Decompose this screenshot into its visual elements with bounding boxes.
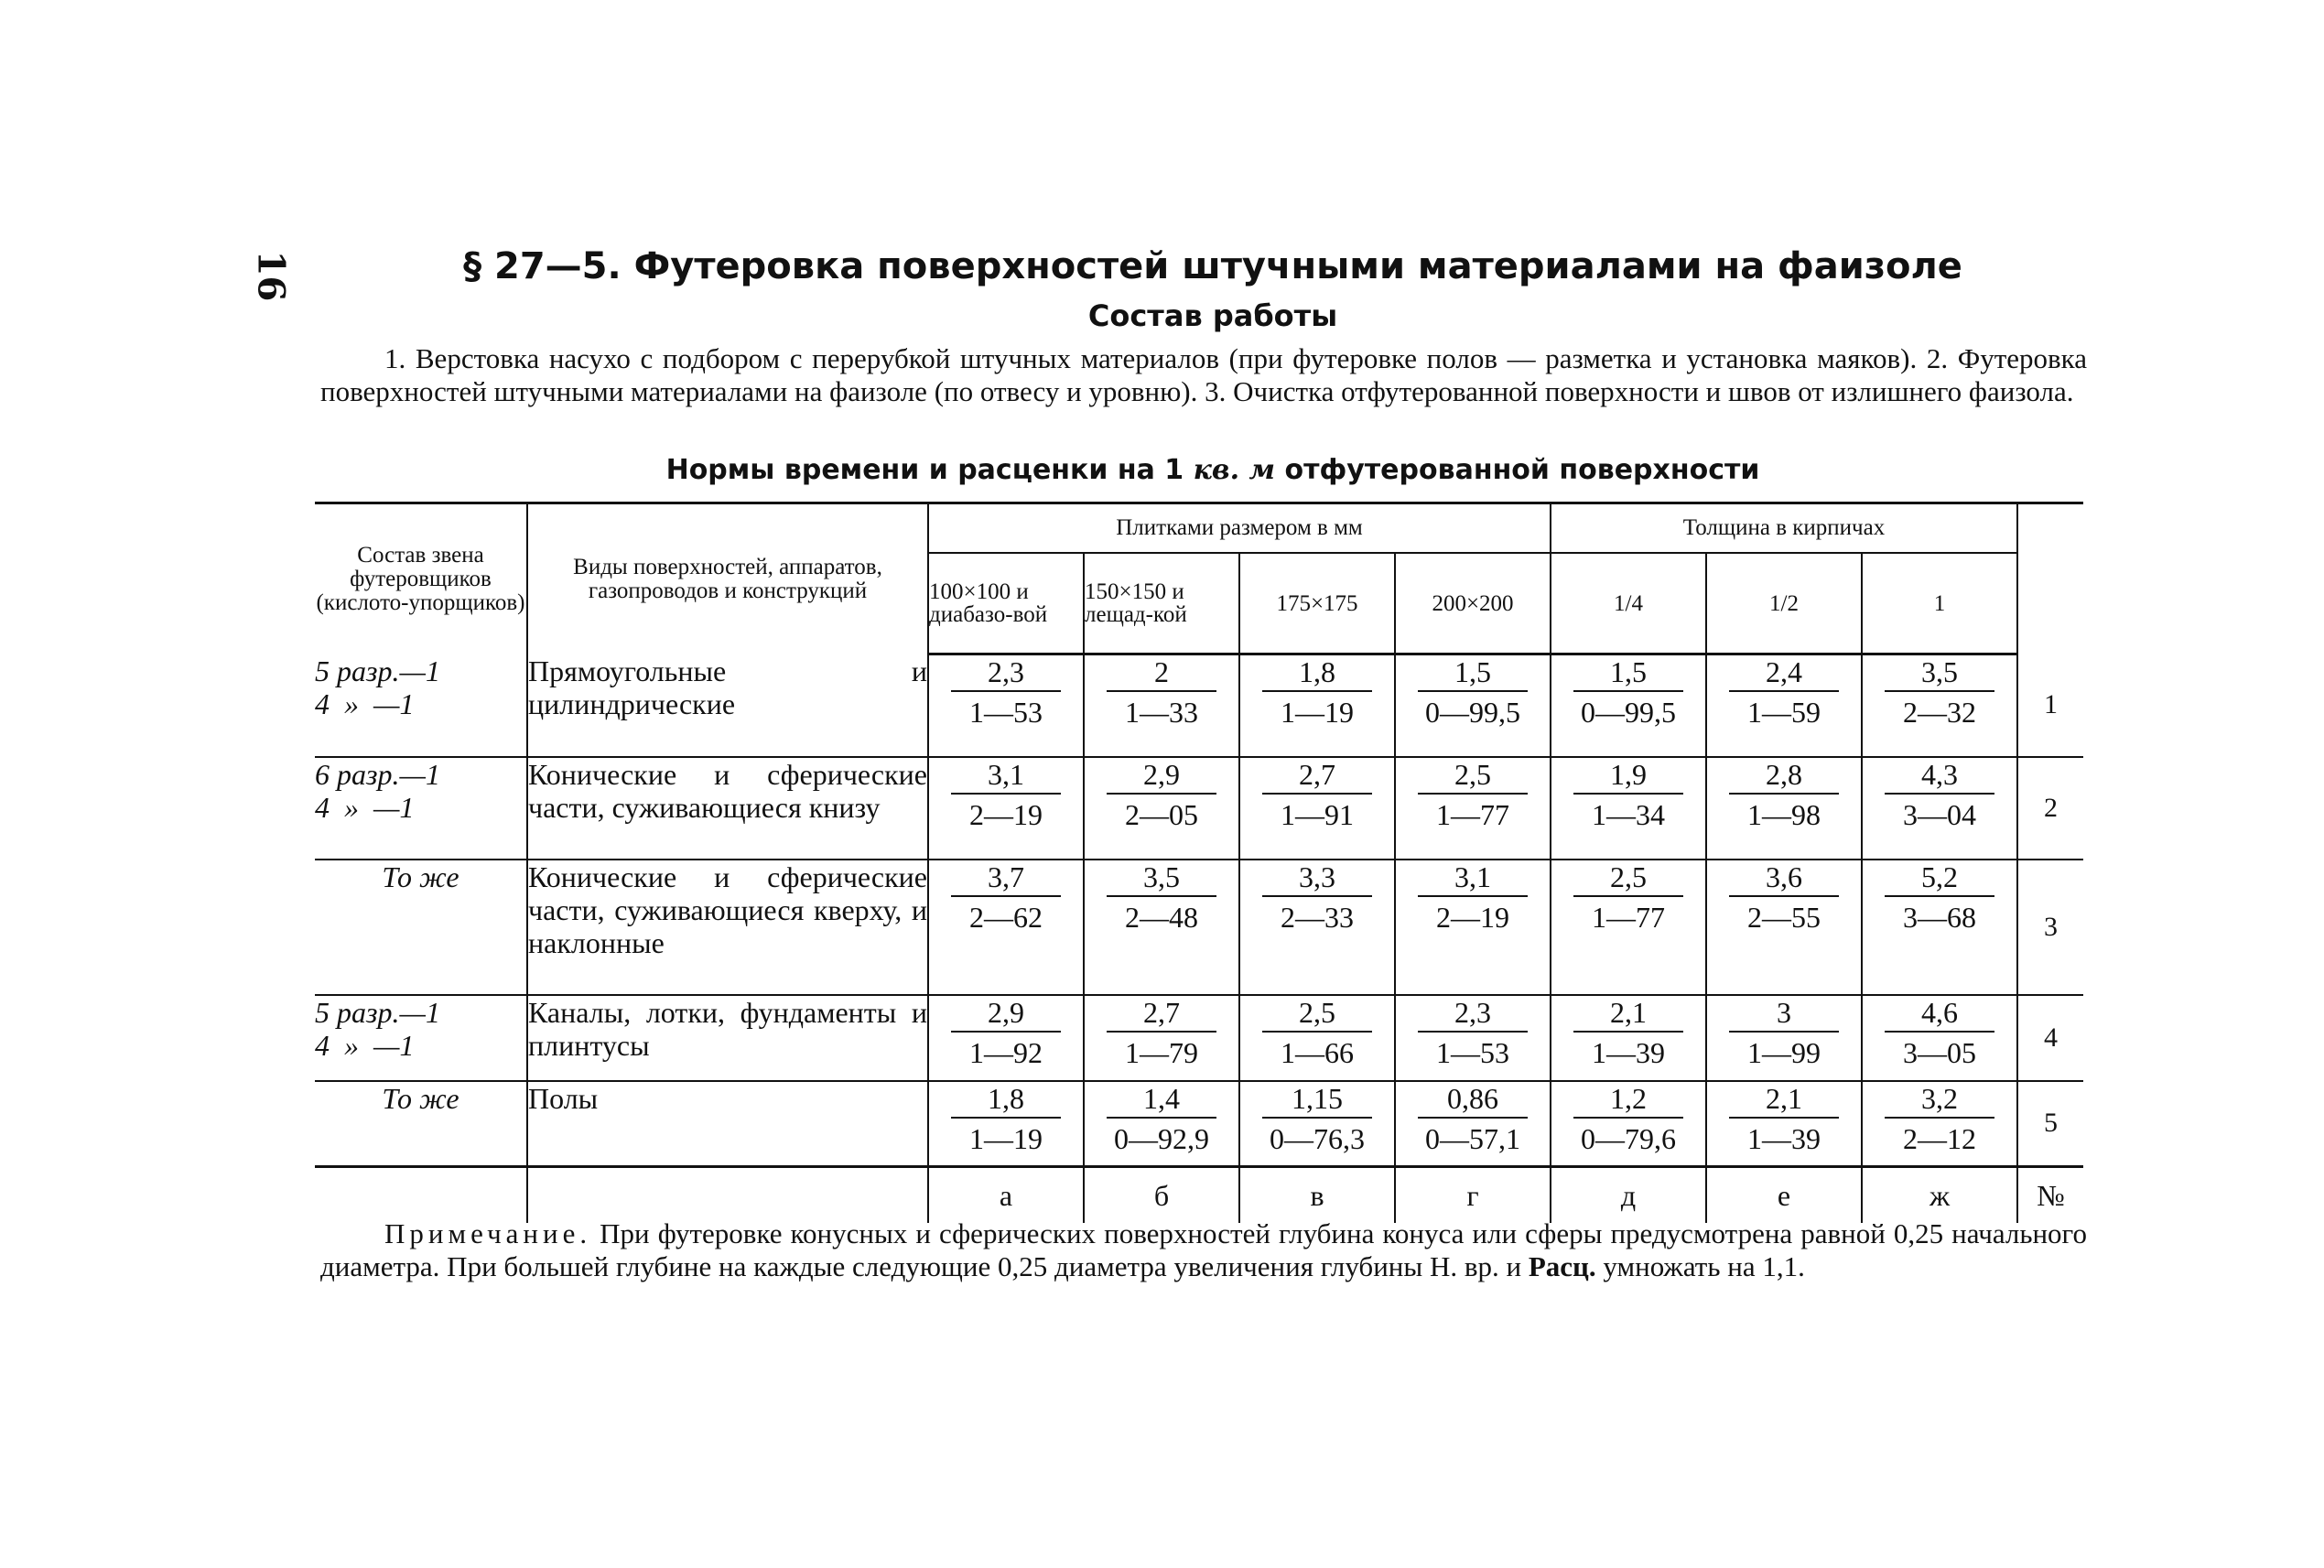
surface-cell: Конические и сферические части, суживающиеся кверху, и наклонные <box>527 860 928 995</box>
value-cell <box>1862 654 2017 757</box>
norm-fraction <box>1418 758 1528 831</box>
norm-fraction <box>1885 655 1994 729</box>
price-rate: 1—39 <box>1747 1121 1821 1155</box>
table-row <box>315 860 2083 995</box>
time-norm: 3,5 <box>1107 860 1216 897</box>
price-rate: 2—33 <box>1281 900 1354 934</box>
norm-fraction <box>1729 1082 1839 1155</box>
price-rate: 1—91 <box>1281 797 1354 831</box>
letters-blank <box>527 1167 928 1224</box>
crew-line: 4 » —1 <box>315 790 415 824</box>
norm-fraction <box>1418 1082 1528 1155</box>
column-letter: а <box>928 1167 1084 1224</box>
table-note <box>320 1217 2087 1283</box>
price-rate: 1—53 <box>969 696 1043 729</box>
time-norm: 2,5 <box>1573 860 1683 897</box>
note-bold: Расц. <box>1528 1250 1596 1282</box>
norm-fraction <box>1729 996 1839 1069</box>
time-norm: 3,7 <box>951 860 1061 897</box>
note-text-2: умножать на 1,1. <box>1603 1250 1805 1282</box>
norm-fraction <box>951 860 1061 934</box>
norm-fraction <box>1107 655 1216 729</box>
value-cell <box>928 757 1084 860</box>
norm-fraction <box>1573 758 1683 831</box>
header-col-f: 1/2 <box>1706 553 1862 654</box>
value-cell <box>1084 757 1239 860</box>
time-norm: 1,4 <box>1107 1082 1216 1119</box>
time-norm: 2,7 <box>1107 996 1216 1033</box>
value-cell <box>1551 860 1706 995</box>
note-text-1: При футеровке конусных и сферических поверхностей глубина конуса или сферы предусмотрена равной 0,25 начального диаметра. При большей глубине на каждые следующие 0,25 диаметра увеличения глубины Н. вр. и <box>320 1217 2087 1282</box>
value-cell <box>1395 860 1551 995</box>
column-letter: г <box>1395 1167 1551 1224</box>
time-norm: 4,3 <box>1885 758 1994 795</box>
norm-fraction <box>1262 996 1372 1069</box>
price-rate: 0—79,6 <box>1581 1121 1676 1155</box>
time-norm: 3,1 <box>951 758 1061 795</box>
price-rate: 0—99,5 <box>1425 696 1520 729</box>
price-rate: 1—77 <box>1592 900 1665 934</box>
price-rate: 0—92,9 <box>1114 1121 1209 1155</box>
page-number: 16 <box>249 250 293 302</box>
header-number-blank <box>2017 503 2083 654</box>
time-norm: 3,3 <box>1262 860 1372 897</box>
norm-fraction <box>1573 860 1683 934</box>
crew-cell <box>315 1081 527 1167</box>
time-norm: 4,6 <box>1885 996 1994 1033</box>
value-cell <box>1239 1081 1395 1167</box>
price-rate: 1—19 <box>969 1121 1043 1155</box>
value-cell <box>1395 995 1551 1081</box>
table-row <box>315 1081 2083 1167</box>
price-rate: 0—76,3 <box>1270 1121 1365 1155</box>
value-cell <box>928 995 1084 1081</box>
value-cell <box>928 654 1084 757</box>
value-cell <box>1239 860 1395 995</box>
letters-blank <box>315 1167 527 1224</box>
time-norm: 3,2 <box>1885 1082 1994 1119</box>
crew-line: 5 разр.—1 <box>315 654 440 687</box>
table-caption <box>320 454 2105 486</box>
norm-fraction <box>1262 655 1372 729</box>
header-col-e: 1/4 <box>1551 553 1706 654</box>
time-norm: 1,8 <box>951 1082 1061 1119</box>
price-rate: 1—92 <box>969 1035 1043 1069</box>
price-rate: 1—34 <box>1592 797 1665 831</box>
header-bricks-group: Толщина в кирпичах <box>1551 503 2017 554</box>
value-cell <box>1084 1081 1239 1167</box>
value-cell <box>1239 654 1395 757</box>
norm-fraction <box>1418 996 1528 1069</box>
value-cell <box>1395 757 1551 860</box>
table-body <box>315 654 2083 1224</box>
time-norm: 3 <box>1729 996 1839 1033</box>
row-number: 1 <box>2017 654 2083 757</box>
crew-cell <box>315 757 527 860</box>
price-rate: 2—19 <box>969 797 1043 831</box>
crew-cell <box>315 860 527 995</box>
value-cell <box>1551 654 1706 757</box>
norm-fraction <box>1418 860 1528 934</box>
price-rate: 1—66 <box>1281 1035 1354 1069</box>
value-cell <box>1551 995 1706 1081</box>
price-rate: 1—79 <box>1125 1035 1198 1069</box>
price-rate: 2—62 <box>969 900 1043 934</box>
time-norm: 2,3 <box>1418 996 1528 1033</box>
norm-fraction <box>1729 860 1839 934</box>
column-letter: ж <box>1862 1167 2017 1224</box>
surface-cell: Прямоугольные и цилиндрические <box>527 654 928 757</box>
time-norm: 3,1 <box>1418 860 1528 897</box>
price-rate: 2—05 <box>1125 797 1198 831</box>
header-crew: Состав звена футеровщиков (кислото-упорщиков) <box>316 542 525 615</box>
crew-line: 4 » —1 <box>315 1028 415 1062</box>
value-cell <box>1706 995 1862 1081</box>
norm-fraction <box>1885 1082 1994 1155</box>
time-norm: 0,86 <box>1418 1082 1528 1119</box>
price-rate: 3—68 <box>1903 900 1976 934</box>
time-norm: 1,8 <box>1262 655 1372 692</box>
time-norm: 1,5 <box>1573 655 1683 692</box>
header-col-a: 100×100 и диабазо-вой <box>928 553 1084 654</box>
time-norm: 1,5 <box>1418 655 1528 692</box>
surface-cell: Каналы, лотки, фундаменты и плинтусы <box>527 995 928 1081</box>
norms-table <box>315 502 2083 1223</box>
row-number: 2 <box>2017 757 2083 860</box>
norm-fraction <box>1262 860 1372 934</box>
table-caption-after: отфутерованной поверхности <box>1284 454 1760 486</box>
norm-fraction <box>1262 1082 1372 1155</box>
header-col-b: 150×150 и лещад-кой <box>1084 553 1239 654</box>
value-cell <box>1239 757 1395 860</box>
number-label: № <box>2017 1167 2083 1224</box>
price-rate: 1—33 <box>1125 696 1198 729</box>
price-rate: 1—59 <box>1747 696 1821 729</box>
norm-fraction <box>1729 758 1839 831</box>
header-tiles-group: Плитками размером в мм <box>928 503 1551 554</box>
value-cell <box>1862 995 2017 1081</box>
row-number: 5 <box>2017 1081 2083 1167</box>
header-col-c: 175×175 <box>1239 553 1395 654</box>
price-rate: 1—77 <box>1436 797 1509 831</box>
time-norm: 2,4 <box>1729 655 1839 692</box>
crew-cell <box>315 654 527 757</box>
time-norm: 1,9 <box>1573 758 1683 795</box>
norm-fraction <box>1573 1082 1683 1155</box>
norm-fraction <box>951 655 1061 729</box>
value-cell <box>1395 1081 1551 1167</box>
value-cell <box>1706 860 1862 995</box>
value-cell <box>1706 654 1862 757</box>
table-row <box>315 757 2083 860</box>
value-cell <box>1084 995 1239 1081</box>
value-cell <box>1706 757 1862 860</box>
surface-cell: Полы <box>527 1081 928 1167</box>
crew-line: 6 разр.—1 <box>315 757 440 791</box>
norm-fraction <box>1107 996 1216 1069</box>
price-rate: 2—19 <box>1436 900 1509 934</box>
value-cell <box>1862 1081 2017 1167</box>
note-label: Примечание. <box>384 1217 592 1249</box>
crew-line: 4 » —1 <box>315 687 415 720</box>
norm-fraction <box>951 1082 1061 1155</box>
table-row <box>315 654 2083 757</box>
value-cell <box>1706 1081 1862 1167</box>
row-number: 4 <box>2017 995 2083 1081</box>
price-rate: 1—53 <box>1436 1035 1509 1069</box>
table-row <box>315 995 2083 1081</box>
time-norm: 5,2 <box>1885 860 1994 897</box>
column-letter: б <box>1084 1167 1239 1224</box>
value-cell <box>928 860 1084 995</box>
time-norm: 2,5 <box>1418 758 1528 795</box>
row-number: 3 <box>2017 860 2083 995</box>
time-norm: 2,9 <box>951 996 1061 1033</box>
time-norm: 3,6 <box>1729 860 1839 897</box>
time-norm: 2,5 <box>1262 996 1372 1033</box>
norm-fraction <box>1107 860 1216 934</box>
value-cell <box>1395 654 1551 757</box>
price-rate: 2—48 <box>1125 900 1198 934</box>
crew-line: То же <box>382 1081 459 1115</box>
surface-cell: Конические и сферические части, суживающиеся книзу <box>527 757 928 860</box>
column-letter: в <box>1239 1167 1395 1224</box>
value-cell <box>1551 1081 1706 1167</box>
time-norm: 1,2 <box>1573 1082 1683 1119</box>
norm-fraction <box>1418 655 1528 729</box>
table-caption-unit: кв. м <box>1193 454 1276 486</box>
norm-fraction <box>1885 758 1994 831</box>
norm-fraction <box>1262 758 1372 831</box>
crew-line: То же <box>382 860 459 893</box>
header-col-g: 1 <box>1862 553 2017 654</box>
price-rate: 0—57,1 <box>1425 1121 1520 1155</box>
value-cell <box>1862 860 2017 995</box>
norm-fraction <box>1885 996 1994 1069</box>
time-norm: 2 <box>1107 655 1216 692</box>
column-letter: е <box>1706 1167 1862 1224</box>
time-norm: 3,5 <box>1885 655 1994 692</box>
price-rate: 1—39 <box>1592 1035 1665 1069</box>
price-rate: 1—98 <box>1747 797 1821 831</box>
value-cell <box>1551 757 1706 860</box>
price-rate: 0—99,5 <box>1581 696 1676 729</box>
crew-cell <box>315 995 527 1081</box>
value-cell <box>1084 654 1239 757</box>
price-rate: 2—12 <box>1903 1121 1976 1155</box>
time-norm: 2,7 <box>1262 758 1372 795</box>
time-norm: 2,1 <box>1729 1082 1839 1119</box>
section-title: § 27—5. Футеровка поверхностей штучными материалами на фаизоле <box>463 245 1962 287</box>
norm-fraction <box>1573 655 1683 729</box>
work-composition-text: 1. Верстовка насухо с подбором с перерубкой штучных материалов (при футеровке полов — разметка и установка маяков). 2. Футеровка поверхностей штучными материалами на фаизоле (по отвесу и уровню). 3. Очистка отфутерованной поверхности и швов от излишнего фаизола. <box>320 342 2087 407</box>
column-letters-row <box>315 1167 2083 1224</box>
column-letter: д <box>1551 1167 1706 1224</box>
norm-fraction <box>951 758 1061 831</box>
price-rate: 2—55 <box>1747 900 1821 934</box>
norm-fraction <box>1107 1082 1216 1155</box>
crew-line: 5 разр.—1 <box>315 995 440 1029</box>
time-norm: 1,15 <box>1262 1082 1372 1119</box>
price-rate: 1—99 <box>1747 1035 1821 1069</box>
time-norm: 2,9 <box>1107 758 1216 795</box>
value-cell <box>1239 995 1395 1081</box>
value-cell <box>1862 757 2017 860</box>
price-rate: 1—19 <box>1281 696 1354 729</box>
norm-fraction <box>1729 655 1839 729</box>
norm-fraction <box>1107 758 1216 831</box>
time-norm: 2,3 <box>951 655 1061 692</box>
price-rate: 2—32 <box>1903 696 1976 729</box>
norm-fraction <box>951 996 1061 1069</box>
value-cell <box>928 1081 1084 1167</box>
time-norm: 2,8 <box>1729 758 1839 795</box>
work-composition-heading: Состав работы <box>1087 298 1338 333</box>
norm-fraction <box>1573 996 1683 1069</box>
header-col-d: 200×200 <box>1395 553 1551 654</box>
value-cell <box>1084 860 1239 995</box>
price-rate: 3—04 <box>1903 797 1976 831</box>
price-rate: 3—05 <box>1903 1035 1976 1069</box>
time-norm: 2,1 <box>1573 996 1683 1033</box>
header-surface: Виды поверхностей, аппаратов, газопроводов и конструкций <box>527 503 928 654</box>
table-caption-before: Нормы времени и расценки на 1 <box>665 454 1184 486</box>
norm-fraction <box>1885 860 1994 934</box>
